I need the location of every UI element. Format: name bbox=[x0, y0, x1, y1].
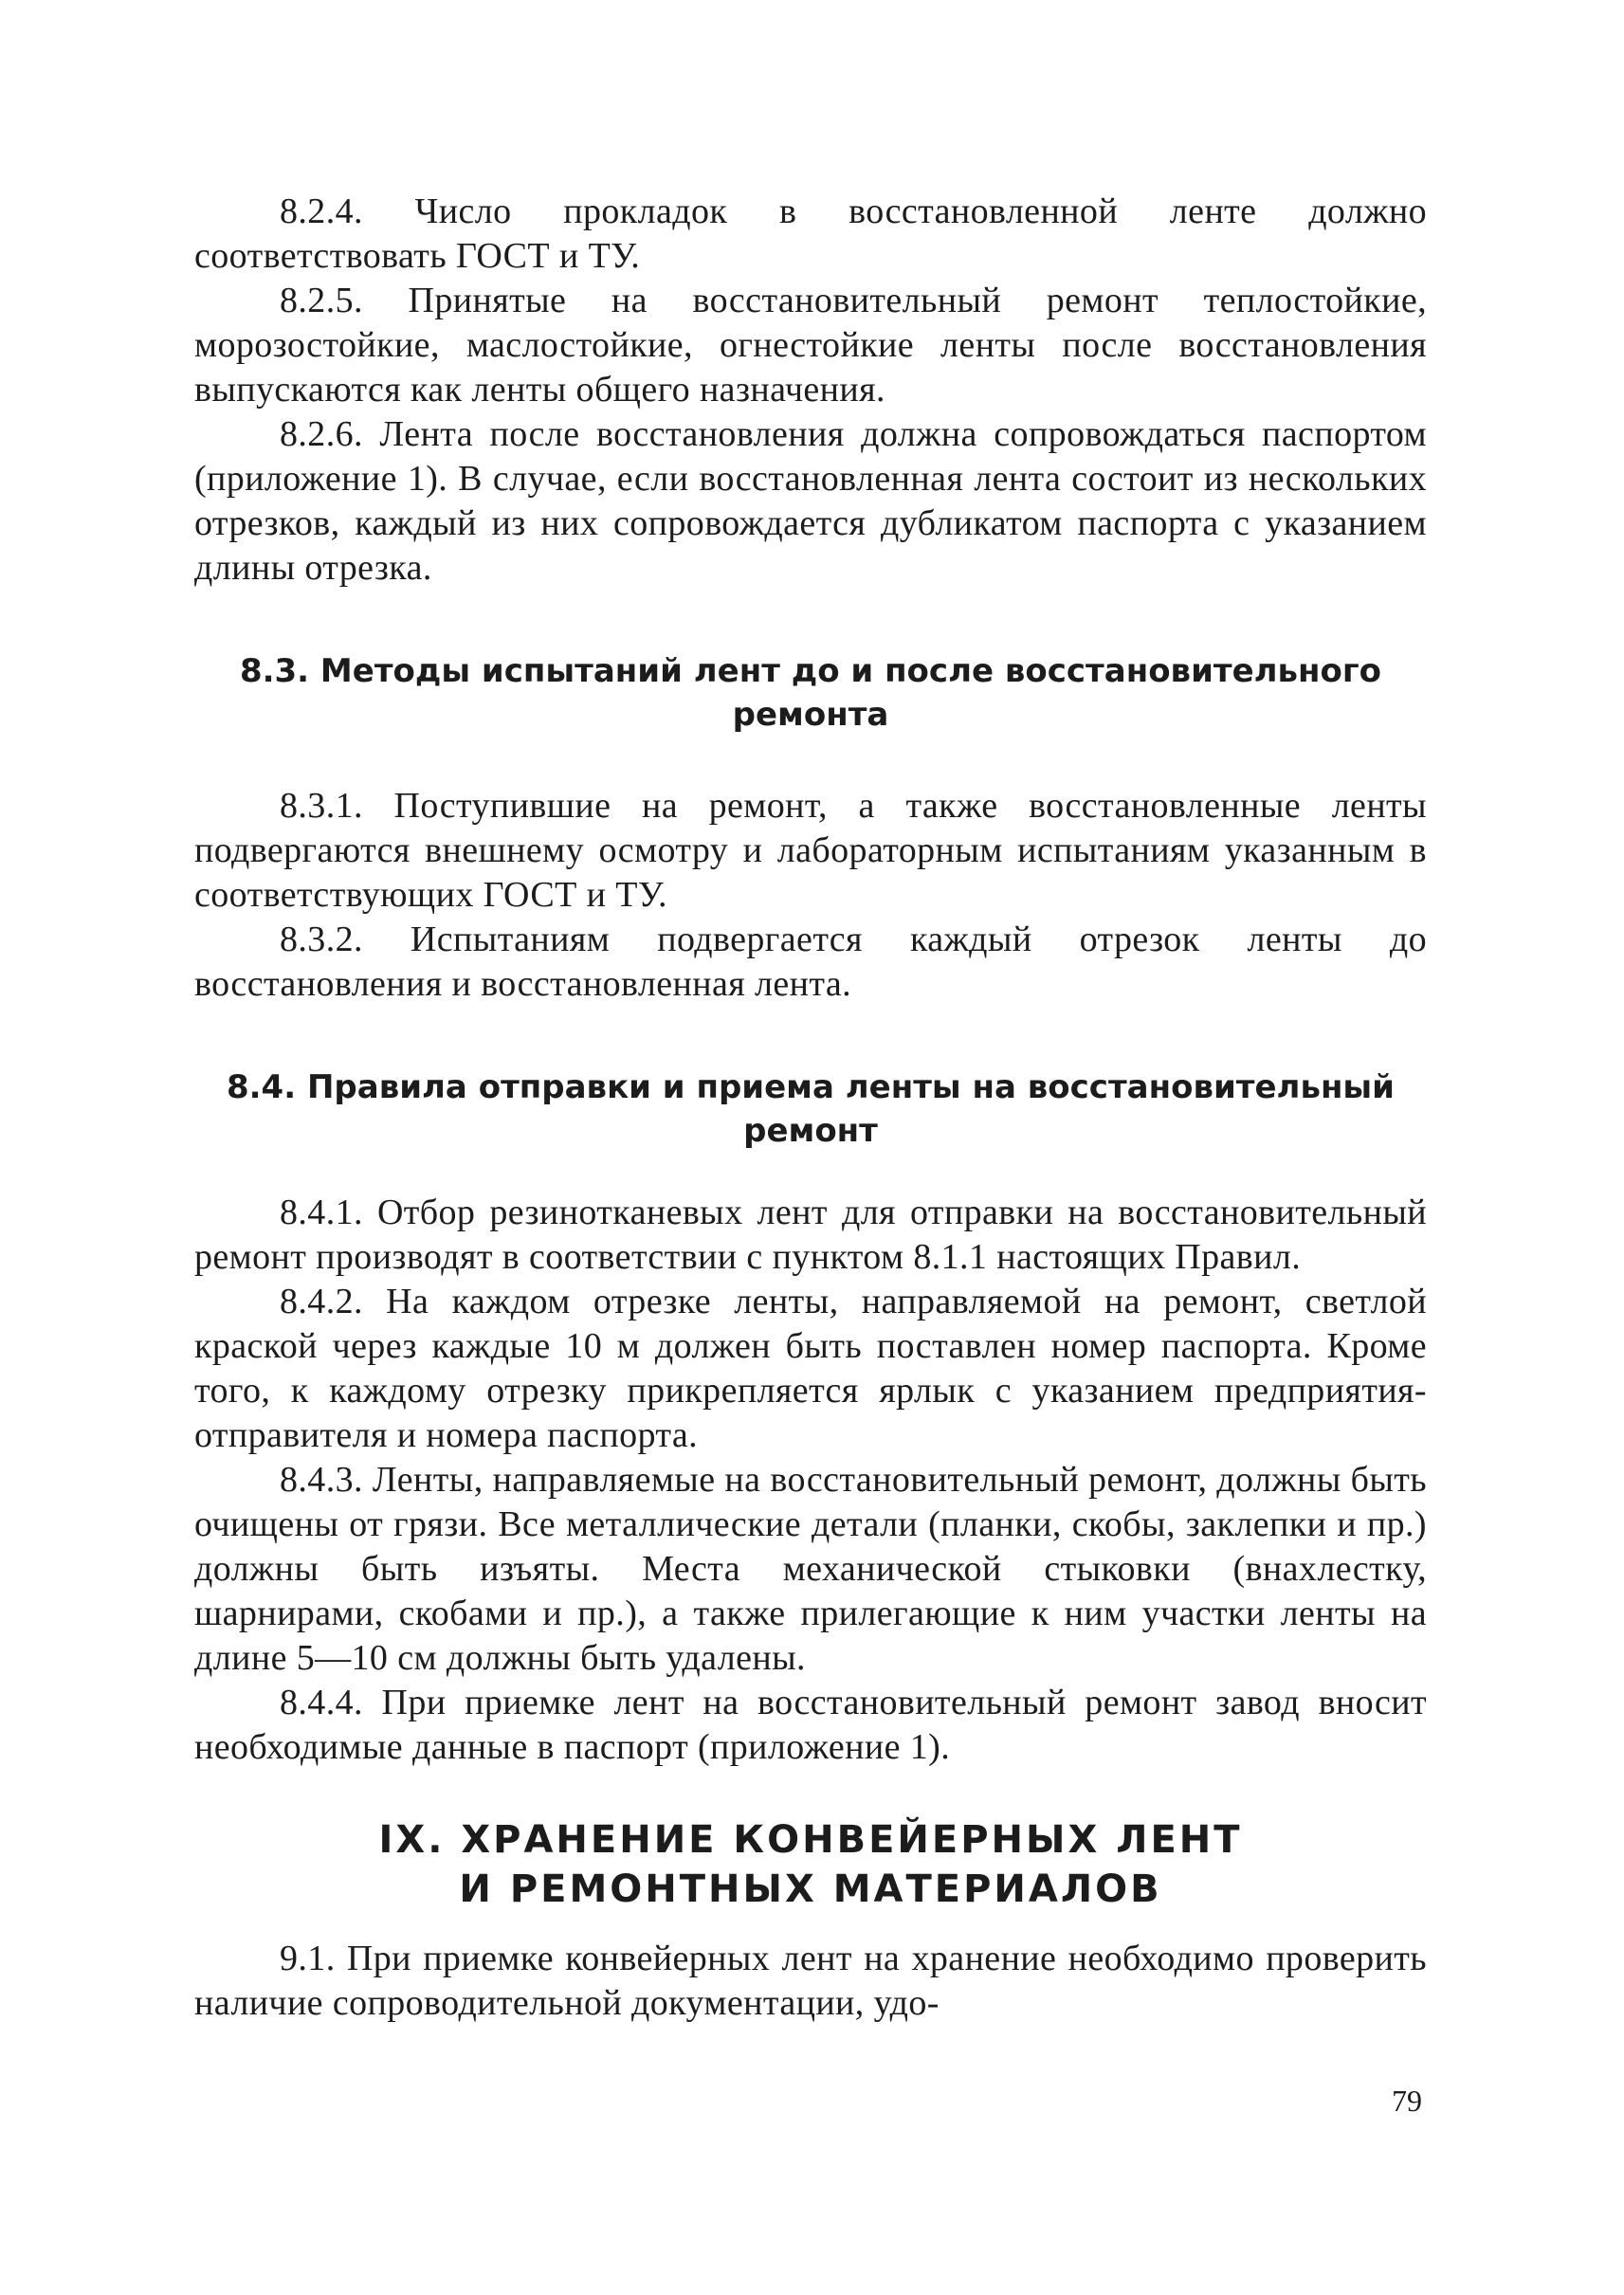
paragraph-8-4-4: 8.4.4. При приемке лент на восстановительный ремонт завод вносит необходимые данные в паспорт (приложение 1). bbox=[194, 1683, 1427, 1767]
document-page bbox=[194, 190, 1427, 2026]
paragraph-8-4-2: 8.4.2. На каждом отрезке ленты, направляемой на ремонт, светлой краской через каждые 10 м должен быть поставлен номер паспорта. Кроме того, к каждому отрезку прикрепляется ярлык с указанием предприятия-отправителя и номера паспорта. bbox=[194, 1282, 1427, 1455]
paragraph-8-3-2: 8.3.2. Испытаниям подвергается каждый отрезок ленты до восстановления и восстановленная лента. bbox=[194, 920, 1427, 1004]
chapter-title-line-2: И РЕМОНТНЫХ МАТЕРИАЛОВ bbox=[459, 1867, 1162, 1911]
paragraph-8-3-1: 8.3.1. Поступившие на ремонт, а также восстановленные ленты подвергаются внешнему осмотру и лабораторным испытаниям указанным в соответствующих ГОСТ и ТУ. bbox=[194, 786, 1427, 915]
page-number: 79 bbox=[1392, 2084, 1422, 2118]
section-heading-8-4: 8.4. Правила отправки и приема ленты на восстановительный ремонт bbox=[226, 1068, 1396, 1150]
paragraph-8-2-6: 8.2.6. Лента после восстановления должна сопровождаться паспортом (приложение 1). В случае, если восстановленная лента состоит из нескольких отрезков, каждый из них сопровождается дубликатом паспорта с указанием длины отрезка. bbox=[194, 414, 1427, 588]
section-heading-8-3: 8.3. Методы испытаний лент до и после восстановительного ремонта bbox=[239, 652, 1382, 734]
paragraph-8-2-4: 8.2.4. Число прокладок в восстановленной ленте должно соответствовать ГОСТ и ТУ. bbox=[194, 191, 1427, 276]
paragraph-8-2-5: 8.2.5. Принятые на восстановительный ремонт теплостойкие, морозостойкие, маслостойкие, огнестойкие ленты после восстановления выпускаются как ленты общего назначения. bbox=[194, 281, 1427, 410]
chapter-title bbox=[194, 1815, 1427, 1914]
chapter-title-line-1: IX. ХРАНЕНИЕ КОНВЕЙЕРНЫХ ЛЕНТ bbox=[378, 1818, 1243, 1862]
paragraph-8-4-3: 8.4.3. Ленты, направляемые на восстановительный ремонт, должны быть очищены от грязи. Все металлические детали (планки, скобы, заклепки и пр.) должны быть изъяты. Места механической стыковки (внахлестку, шарнирами, скобами и пр.), а также прилегающие к ним участки ленты на длине 5—10 см должны быть удалены. bbox=[194, 1460, 1427, 1678]
paragraph-9-1: 9.1. При приемке конвейерных лент на хранение необходимо проверить наличие сопроводительной документации, удо- bbox=[194, 1939, 1427, 2023]
paragraph-8-4-1: 8.4.1. Отбор резинотканевых лент для отправки на восстановительный ремонт производят в соответствии с пунктом 8.1.1 настоящих Правил. bbox=[194, 1193, 1427, 1277]
